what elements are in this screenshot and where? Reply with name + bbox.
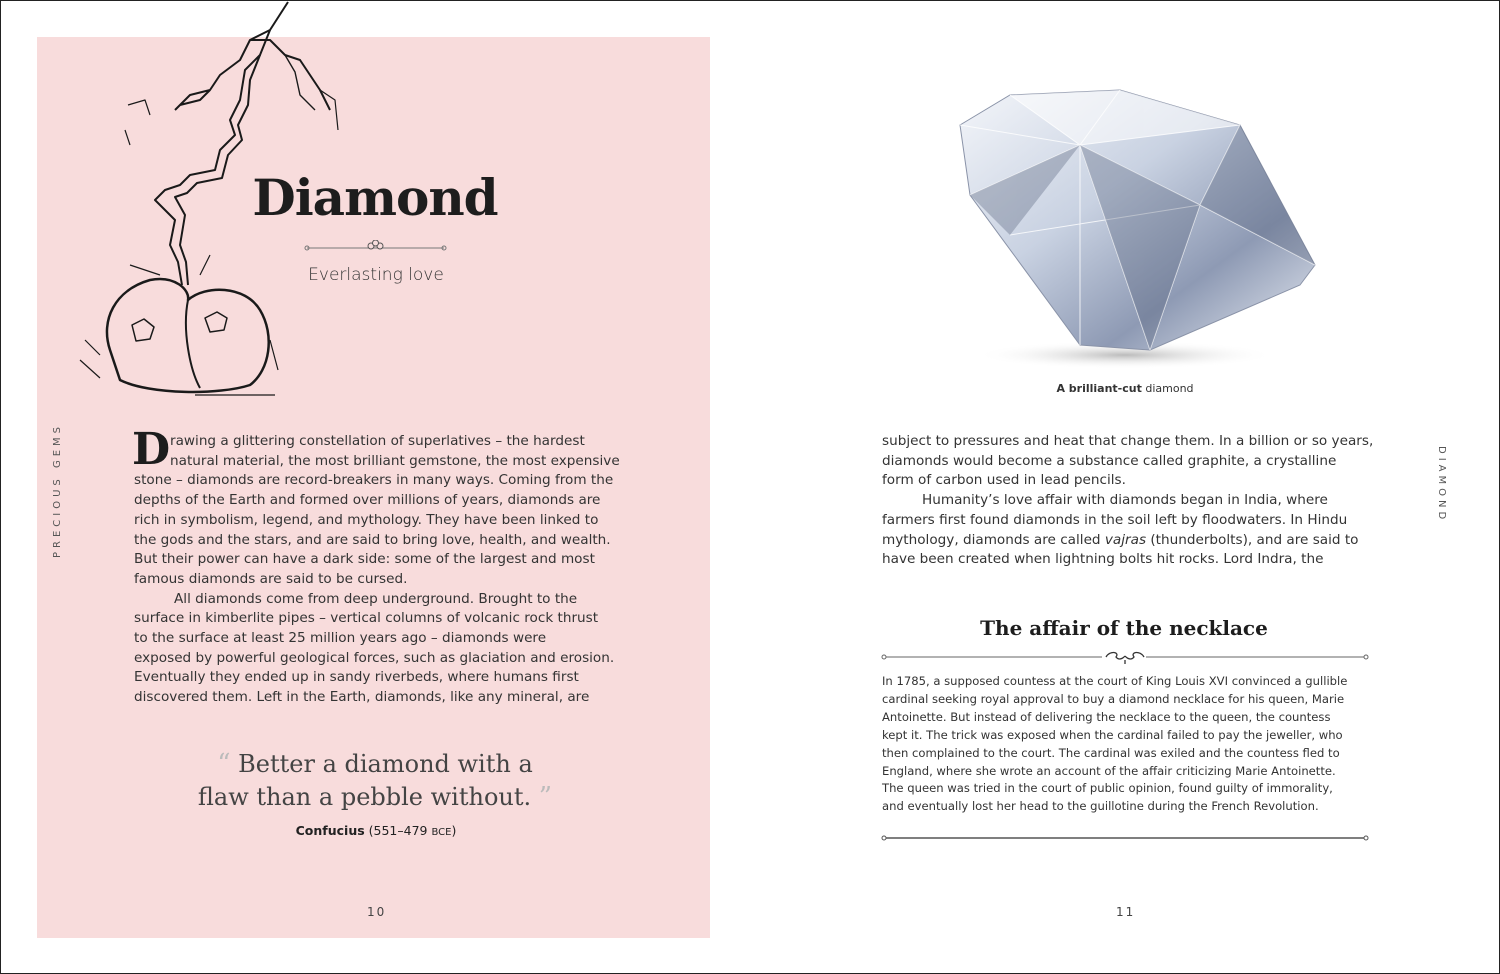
text-line: depths of the Earth and formed over millions of years, diamonds are <box>134 492 601 509</box>
quote-era: BCE <box>431 827 452 838</box>
box-line: The queen was tried in the court of public opinion, found guilty of immorality, <box>882 781 1333 796</box>
text-line: diamonds would become a substance called graphite, a crystalline <box>882 452 1337 469</box>
left-body-text <box>134 432 624 708</box>
text-line: farmers first found diamonds in the soil left by floodwaters. In Hindu <box>882 511 1348 528</box>
caption-bold: A brilliant-cut <box>1056 382 1142 395</box>
text-line: discovered them. Left in the Earth, diamonds, like any mineral, are <box>134 689 590 706</box>
drop-cap: D <box>132 424 171 475</box>
box-line: England, where she wrote an account of the affair criticizing Marie Antoinette. <box>882 763 1336 778</box>
page-number-left: 10 <box>367 905 387 919</box>
close-quote-mark: ” <box>538 782 553 812</box>
text-line: rawing a glittering constellation of superlatives – the hardest <box>170 433 585 449</box>
quote-dates-close: ) <box>451 823 457 838</box>
text-line: the gods and the stars, and are said to bring love, health, and wealth. <box>134 531 611 548</box>
italic-term: vajras <box>1104 531 1147 548</box>
text-line: to the surface at least 25 million years ago – diamonds were <box>134 630 547 647</box>
text-segment: (thunderbolts), and are said to <box>1146 531 1359 548</box>
text-line: surface in kimberlite pipes – vertical columns of volcanic rock thrust <box>134 610 599 627</box>
text-line: Eventually they ended up in sandy riverbeds, where humans first <box>134 669 579 686</box>
page-title: Diamond <box>252 168 498 227</box>
quote-attribution <box>250 823 502 838</box>
box-line: then complained to the court. The cardinal was exiled and the countess fled to <box>882 745 1340 760</box>
box-line: kept it. The trick was exposed when the cardinal failed to pay the jeweller, who <box>882 727 1343 742</box>
box-line: Antoinette. But instead of delivering the necklace to the queen, the countess <box>882 709 1331 724</box>
right-body-text <box>882 432 1372 570</box>
caption-rest: diamond <box>1141 382 1194 395</box>
text-line: Humanity’s love affair with diamonds began in India, where <box>922 492 1328 509</box>
text-line: stone – diamonds are record-breakers in many ways. Coming from the <box>134 472 614 489</box>
title-ornament-divider <box>303 240 448 254</box>
sidebar-box-text <box>882 673 1372 816</box>
text-segment: mythology, diamonds are called <box>882 531 1105 548</box>
text-line: All diamonds come from deep underground. Brought to the <box>174 590 578 607</box>
text-line: famous diamonds are said to be cursed. <box>134 570 408 587</box>
chapter-side-label: DIAMOND <box>1436 446 1447 524</box>
text-line: subject to pressures and heat that change them. In a billion or so years, <box>882 433 1374 449</box>
text-line: exposed by powerful geological forces, such as glaciation and erosion. <box>134 649 615 666</box>
quote-line-2: flaw than a pebble without. <box>197 783 532 811</box>
box-bottom-divider <box>880 832 1370 844</box>
pull-quote <box>190 748 560 814</box>
page-subtitle: Everlasting love <box>308 265 444 285</box>
open-quote-mark: “ <box>217 749 231 779</box>
image-caption <box>1000 382 1250 395</box>
box-line: In 1785, a supposed countess at the court of King Louis XVI convinced a gullible <box>882 674 1348 688</box>
text-line: natural material, the most brilliant gemstone, the most expensive <box>170 452 620 469</box>
diamond-image <box>950 85 1330 375</box>
sidebar-box-title: The affair of the necklace <box>980 616 1268 640</box>
text-line: rich in symbolism, legend, and mythology. They have been linked to <box>134 511 599 528</box>
quote-author: Confucius <box>295 823 365 838</box>
box-line: and eventually lost her head to the guillotine during the French Revolution. <box>882 799 1319 814</box>
box-line: cardinal seeking royal approval to buy a diamond necklace for his queen, Marie <box>882 691 1345 706</box>
page-number-right: 11 <box>1116 905 1136 919</box>
box-top-ornament-divider <box>880 648 1370 666</box>
section-side-label: PRECIOUS GEMS <box>52 423 63 558</box>
text-line: have been created when lightning bolts hit rocks. Lord Indra, the <box>882 551 1324 568</box>
quote-dates: (551–479 <box>368 823 432 838</box>
quote-line-1: Better a diamond with a <box>238 750 533 778</box>
text-line: But their power can have a dark side: some of the largest and most <box>134 551 595 568</box>
text-line: form of carbon used in lead pencils. <box>882 472 1126 489</box>
text-line <box>882 531 1372 551</box>
